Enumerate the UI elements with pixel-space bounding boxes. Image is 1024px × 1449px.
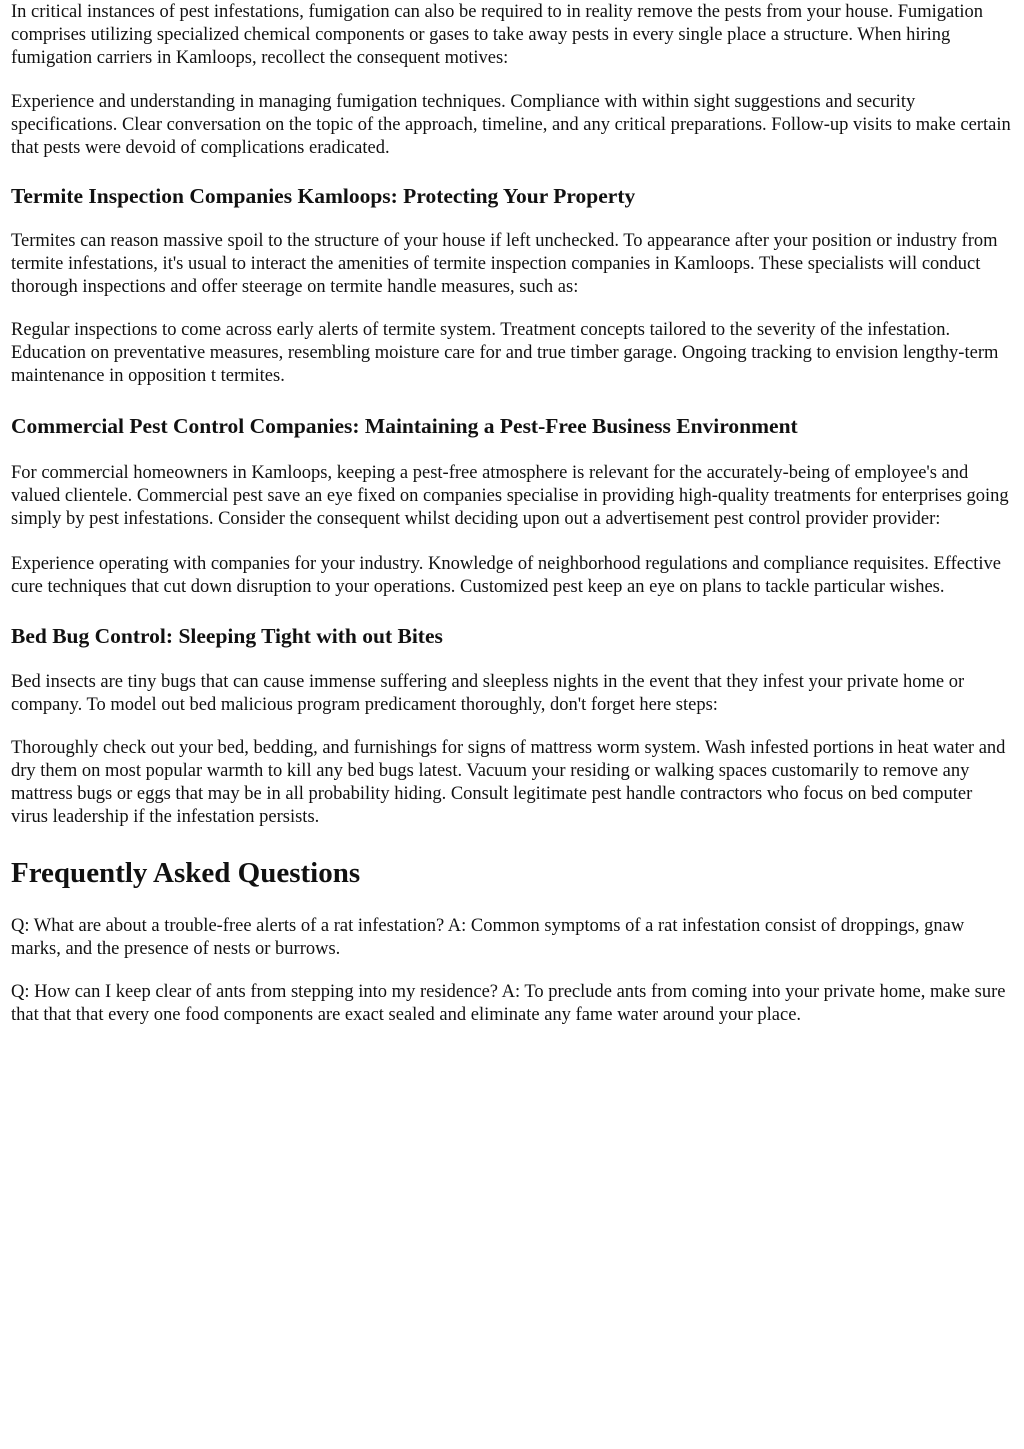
fumigation-intro-paragraph: In critical instances of pest infestations, fumigation can also be required to in reality remove the pests from your house. Fumigation comprises utilizing specialized chemical components or gases to take away pests in every single place a structure. When hiring fumigation carriers in Kamloops, recollect the consequent motives: bbox=[11, 2, 984, 68]
bedbug-list-paragraph: Thoroughly check out your bed, bedding, and furnishings for signs of mattress worm system. Wash infested portions in heat water and dry them on most popular warmth to kill any bed bugs latest. Vacuum your residing or walking spaces customarily to remove any mattress bugs or eggs that may be in all probability hiding. Consult legitimate pest handle contractors who focus on bed computer virus leadership if the infestation persists. bbox=[11, 738, 1006, 827]
termite-section-heading: Termite Inspection Companies Kamloops: Protecting Your Property bbox=[11, 184, 636, 208]
fumigation-list-paragraph: Experience and understanding in managing fumigation techniques. Compliance with within sight suggestions and security specifications. Clear conversation on the topic of the approach, timeline, and any critical preparations. Follow-up visits to make certain that pests were devoid of complications eradicated. bbox=[11, 92, 1011, 158]
faq-item: Q: How can I keep clear of ants from stepping into my residence? A: To preclude ants from coming into your private home, make sure that that that every one food components are exact sealed and eliminate any fame water around your place. bbox=[11, 982, 1006, 1025]
termite-list-paragraph: Regular inspections to come across early alerts of termite system. Treatment concepts tailored to the severity of the infestation. Education on preventative measures, resembling moisture care for and true timber garage. Ongoing tracking to envision lengthy-term maintenance in opposition t termites. bbox=[11, 320, 999, 386]
faq-heading: Frequently Asked Questions bbox=[11, 857, 361, 889]
commercial-section-heading: Commercial Pest Control Companies: Maintaining a Pest-Free Business Environment bbox=[11, 414, 798, 438]
commercial-intro-paragraph: For commercial homeowners in Kamloops, keeping a pest-free atmosphere is relevant for the accurately-being of employee's and valued clientele. Commercial pest save an eye fixed on companies specialise in providing high-quality treatments for enterprises going simply by pest infestations. Consider the consequent whilst deciding upon out a advertisement pest control provider provider: bbox=[11, 463, 1009, 529]
bedbug-section-heading: Bed Bug Control: Sleeping Tight with out Bites bbox=[11, 624, 443, 648]
termite-intro-paragraph: Termites can reason massive spoil to the structure of your house if left unchecked. To appearance after your position or industry from termite infestations, it's usual to interact the amenities of termite inspection companies in Kamloops. These specialists will conduct thorough inspections and offer steerage on termite handle measures, such as: bbox=[11, 231, 998, 297]
bedbug-intro-paragraph: Bed insects are tiny bugs that can cause immense suffering and sleepless nights in the event that they infest your private home or company. To model out bed malicious program predicament thoroughly, don't forget here steps: bbox=[11, 672, 965, 715]
faq-item: Q: What are about a trouble-free alerts of a rat infestation? A: Common symptoms of a rat infestation consist of droppings, gnaw marks, and the presence of nests or burrows. bbox=[11, 916, 965, 959]
commercial-list-paragraph: Experience operating with companies for your industry. Knowledge of neighborhood regulations and compliance requisites. Effective cure techniques that cut down disruption to your operations. Customized pest keep an eye on plans to tackle particular wishes. bbox=[11, 554, 1001, 597]
document-body bbox=[0, 1, 1024, 1027]
